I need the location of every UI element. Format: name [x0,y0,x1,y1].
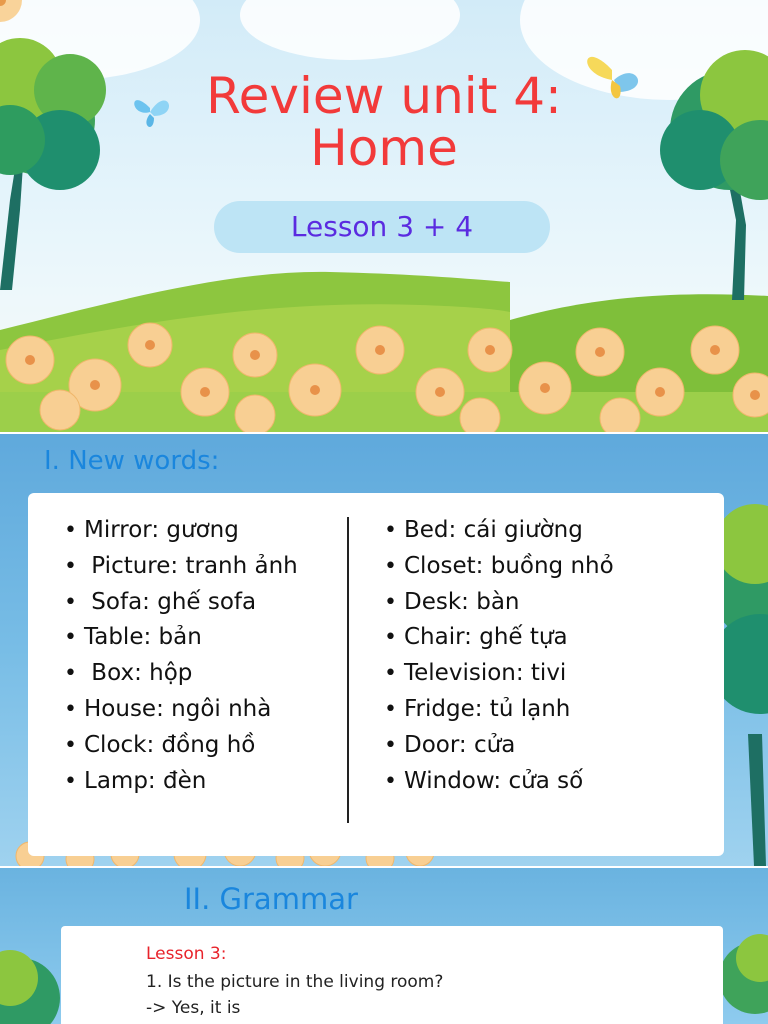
vocabulary-list-left [58,513,298,799]
vocabulary-item: • Chair: ghế tựa [378,620,614,656]
new-words-slide [0,434,768,866]
column-divider [347,517,349,823]
title-line-1: Review unit 4: [206,67,562,125]
vocabulary-card [28,493,724,856]
vocabulary-item: • Mirror: gương [58,513,298,549]
vocabulary-item: • Door: cửa [378,728,614,764]
grammar-card [61,926,723,1024]
grammar-answer: -> Yes, it is [146,998,241,1018]
vocabulary-item: • Bed: cái giường [378,513,614,549]
grammar-question: 1. Is the picture in the living room? [146,972,444,992]
vocabulary-item: • Box: hộp [58,656,298,692]
vocabulary-item: • Closet: buồng nhỏ [378,549,614,585]
grammar-slide [0,868,768,1024]
vocabulary-item: • Picture: tranh ảnh [58,549,298,585]
vocabulary-item: • House: ngôi nhà [58,692,298,728]
vocabulary-item: • Sofa: ghế sofa [58,585,298,621]
vocabulary-item: • Window: cửa số [378,764,614,800]
lesson-badge: Lesson 3 + 4 [214,201,550,253]
flower-field [0,0,22,22]
vocabulary-item: • Fridge: tủ lạnh [378,692,614,728]
title-line-2: Home [310,119,458,177]
grammar-lesson-label: Lesson 3: [146,944,227,964]
vocabulary-item: • Television: tivi [378,656,614,692]
vocabulary-item: • Clock: đồng hồ [58,728,298,764]
grammar-heading: II. Grammar [184,882,358,916]
vocabulary-item: • Desk: bàn [378,585,614,621]
title-slide [0,0,768,432]
slide-title [0,67,768,177]
new-words-heading: I. New words: [44,446,220,476]
vocabulary-item: • Lamp: đèn [58,764,298,800]
vocabulary-list-right [378,513,614,799]
vocabulary-item: • Table: bản [58,620,298,656]
